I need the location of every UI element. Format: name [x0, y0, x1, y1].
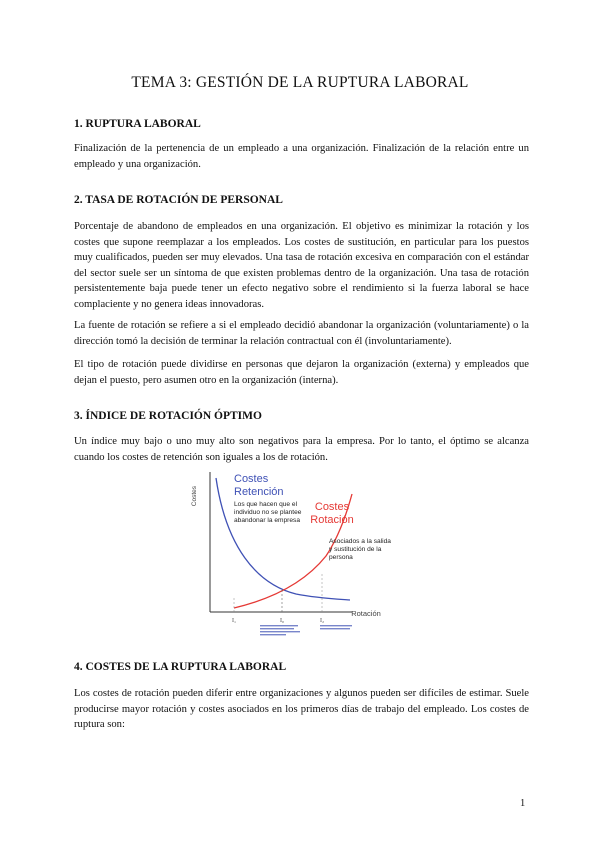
- section-4-paragraph-1: Los costes de rotación pueden diferir entre organizaciones y algunos pueden ser difíciles de estimar. Suele producirse mayor rotación y costes asociados en los primeros días de trabajo del empleado. Los costes de ruptura son:: [74, 688, 529, 731]
- retention-desc-line3: abandonar la empresa: [234, 517, 300, 524]
- retention-desc-line2: individuo no se plantee: [234, 509, 302, 516]
- document-title: TEMA 3: GESTIÓN DE LA RUPTURA LABORAL: [131, 74, 469, 91]
- section-heading-1: 1. RUPTURA LABORAL: [74, 118, 201, 130]
- section-3-paragraph-1: Un índice muy bajo o uno muy alto son negativos para la empresa. Por lo tanto, el óptimo se alcanza cuando los costes de retención son iguales a los de rotación.: [74, 436, 529, 463]
- section-2-paragraph-3: El tipo de rotación puede dividirse en personas que dejaron la organización (externa) y empleados que dejan el puesto, pero asumen otro en la organización (interna).: [74, 359, 529, 386]
- page-number: 1: [520, 798, 526, 809]
- section-heading-4: 4. COSTES DE LA RUPTURA LABORAL: [74, 661, 287, 673]
- cost-curves-chart: [176, 466, 394, 638]
- axis-notes-decoration: [260, 625, 352, 635]
- retention-title-line2: Retención: [234, 486, 284, 498]
- optimal-rotation-figure: [176, 466, 394, 638]
- retention-desc-line1: Los que hacen que el: [234, 501, 298, 508]
- rotation-desc-line1: Asociados a la salida: [329, 538, 391, 545]
- retention-title-line1: Costes: [234, 473, 269, 485]
- section-2-paragraph-1: Porcentaje de abandono de empleados en una organización. El objetivo es minimizar la rotación y los costes que supone reemplazar a los empleados. Los costes de sustitución, en particular para los puestos muy cualificados, pueden ser muy elevados. Una tasa de rotación excesiva en comparación con el estándar del sector suele ser un síntoma de que existen problemas dentro de la organización. Una tasa de rotación persistentemente baja puede tener un efecto negativo sobre el rendimiento si la fuerza laboral se hace complaciente y no genera ideas innovadoras.: [74, 221, 529, 310]
- rotation-desc-line3: persona: [329, 554, 353, 561]
- tick-i1: I₁: [231, 618, 237, 624]
- tick-i2: I₂: [319, 618, 325, 624]
- rotation-title-line2: Rotación: [310, 514, 354, 526]
- section-heading-2: 2. TASA DE ROTACIÓN DE PERSONAL: [74, 194, 283, 206]
- section-heading-3: 3. ÍNDICE DE ROTACIÓN ÓPTIMO: [74, 410, 262, 422]
- section-1-paragraph-1: Finalización de la pertenencia de un empleado a una organización. Finalización de la relación entre un empleado y una organización.: [74, 143, 529, 170]
- y-axis-label: Costes: [191, 486, 198, 507]
- rotation-desc-line2: y sustitución de la: [329, 546, 382, 553]
- section-2-paragraph-2: La fuente de rotación se refiere a si el empleado decidió abandonar la organización (voluntariamente) o la dirección tomó la decisión de terminar la relación contractual con él (involuntariamente).: [74, 320, 529, 347]
- rotation-title-line1: Costes: [314, 501, 350, 513]
- tick-i0: I₀: [279, 618, 285, 624]
- x-axis-label: Rotación: [351, 609, 381, 618]
